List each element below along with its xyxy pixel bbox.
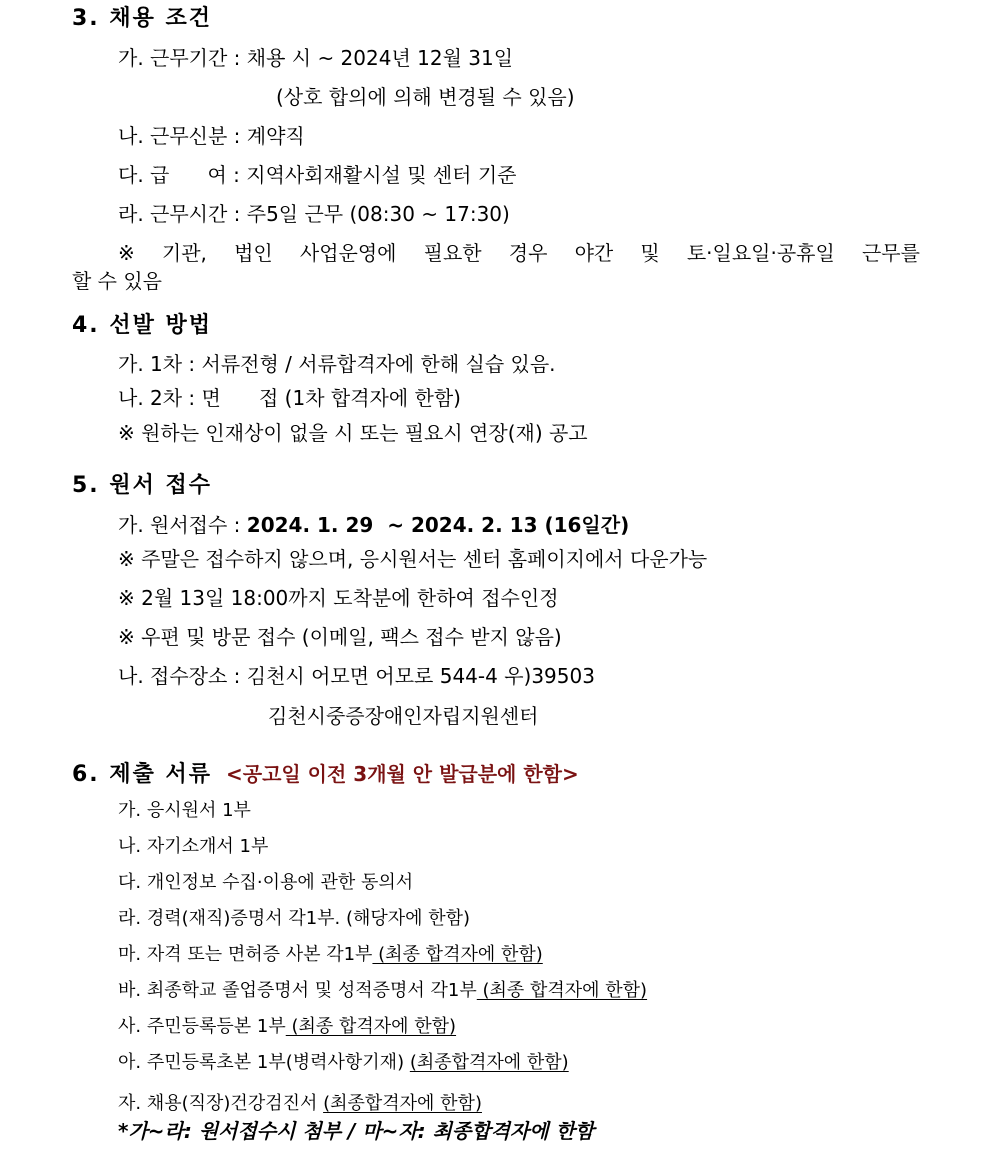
work-period: 가. 근무기간 : 채용 시 ~ 2024년 12월 31일 [118, 46, 514, 70]
overtime-word: 필요한 [423, 241, 482, 265]
application-note-deadline: ※ 2월 13일 18:00까지 도착분에 한하여 접수인정 [118, 586, 559, 610]
section-4-heading: 4. 선발 방법 [72, 313, 212, 338]
document-item [118, 870, 413, 896]
document-item [118, 978, 647, 1004]
overtime-note [118, 240, 920, 266]
document-item-text: 라. 경력(재직)증명서 각1부. (해당자에 한함) [118, 908, 471, 929]
second-round: 나. 2차 : 면 접 (1차 합격자에 한함) [118, 386, 461, 410]
document-item-note: (최종 합격자에 한함) [372, 944, 543, 965]
document-item [118, 1050, 569, 1076]
document-item [118, 798, 251, 824]
application-period-label: 가. 원서접수 : [118, 513, 247, 537]
application-place: 나. 접수장소 : 김천시 어모면 어모로 544-4 우)39503 [118, 664, 595, 688]
document-item-note: (최종 합격자에 한함) [285, 1016, 457, 1037]
employment-status: 나. 근무신분 : 계약직 [118, 124, 305, 148]
document-item-text: 다. 개인정보 수집·이용에 관한 동의서 [118, 872, 414, 893]
first-round: 가. 1차 : 서류전형 / 서류합격자에 한해 실습 있음. [118, 352, 556, 376]
document-item-text: 사. 주민등록등본 1부 [118, 1016, 286, 1037]
application-place-name: 김천시중증장애인자립지원센터 [268, 704, 539, 728]
section-5-heading: 5. 원서 접수 [72, 473, 212, 498]
work-period-note: (상호 합의에 의해 변경될 수 있음) [276, 85, 575, 109]
selection-note: ※ 원하는 인재상이 없을 시 또는 필요시 연장(재) 공고 [118, 421, 588, 445]
overtime-word: 사업운영에 [299, 241, 397, 265]
document-item-text: 아. 주민등록초본 1부(병력사항기재) [118, 1052, 410, 1073]
document-item-text: 마. 자격 또는 면허증 사본 각1부 [118, 944, 373, 965]
overtime-word: 경우 [508, 241, 548, 265]
overtime-word: 근무를 [861, 241, 920, 265]
document-item [118, 1091, 482, 1117]
document-item-text: 바. 최종학교 졸업증명서 및 성적증명서 각1부 [118, 980, 477, 1001]
section-3-heading: 3. 채용 조건 [72, 6, 212, 31]
document-item [118, 834, 268, 860]
document-item-note: (최종합격자에 한함) [409, 1052, 569, 1073]
application-note-method: ※ 우편 및 방문 접수 (이메일, 팩스 접수 받지 않음) [118, 625, 562, 649]
document-item [118, 1014, 456, 1040]
overtime-word: 야간 [574, 241, 614, 265]
document-item-text: 자. 채용(직장)건강검진서 [118, 1093, 324, 1114]
document-item-text: 가. 응시원서 1부 [118, 800, 251, 821]
section-6-heading-note: <공고일 이전 3개월 안 발급분에 한함> [226, 762, 579, 786]
document-item-note: (최종 합격자에 한함) [476, 980, 648, 1001]
section-6-heading-row [72, 761, 579, 788]
overtime-word: 법인 [234, 241, 273, 265]
application-period [118, 512, 629, 538]
document-item [118, 906, 470, 932]
application-note-weekend: ※ 주말은 접수하지 않으며, 응시원서는 센터 홈페이지에서 다운가능 [118, 547, 708, 571]
section-6-heading: 6. 제출 서류 [72, 762, 212, 787]
overtime-word: 토·일요일·공휴일 [686, 241, 835, 265]
document-item [118, 942, 543, 968]
overtime-word: ※ [118, 241, 135, 265]
document-item-text: 나. 자기소개서 1부 [118, 836, 269, 857]
documents-footnote: *가~라: 원서접수시 첨부 / 마~자: 최종합격자에 한함 [118, 1119, 595, 1143]
application-period-value: 2024. 1. 29 ~ 2024. 2. 13 (16일간) [246, 513, 630, 537]
work-hours: 라. 근무시간 : 주5일 근무 (08:30 ~ 17:30) [118, 202, 510, 226]
salary: 다. 급 여 : 지역사회재활시설 및 센터 기준 [118, 163, 517, 187]
overtime-word: 기관, [161, 241, 207, 265]
overtime-note-continued: 할 수 있음 [72, 269, 162, 293]
document-item-note: (최종합격자에 한함) [323, 1093, 482, 1114]
overtime-word: 및 [640, 241, 660, 265]
